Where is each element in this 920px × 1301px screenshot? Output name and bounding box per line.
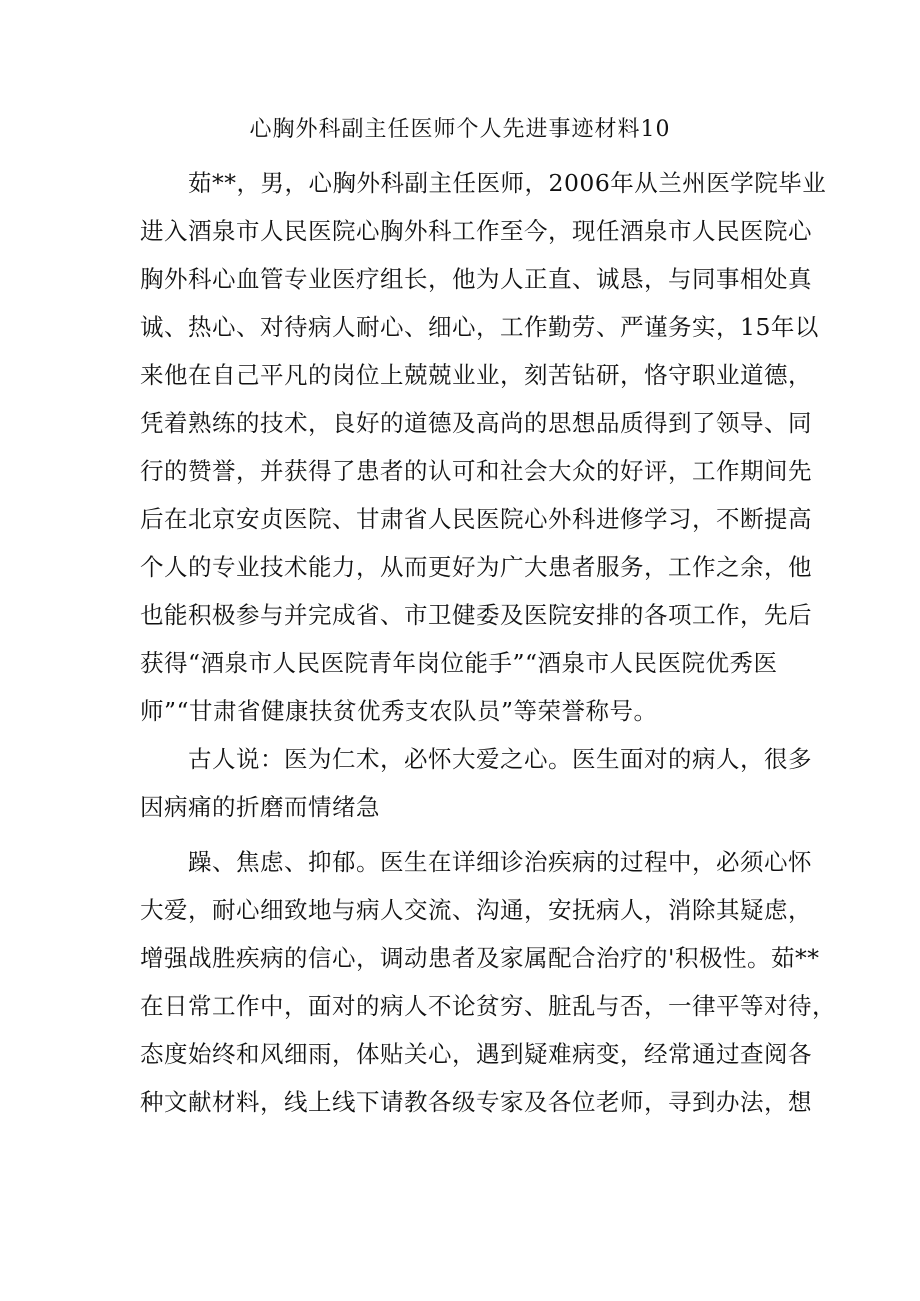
paragraph-line: 古人说：医为仁术，必怀大爱之心。医生面对的病人，很多	[188, 745, 812, 773]
paragraph-line: 来他在自己平凡的岗位上兢兢业业，刻苦钻研，恪守职业道德，	[140, 361, 812, 389]
paragraph-line: 大爱，耐心细致地与病人交流、沟通，安抚病人，消除其疑虑，	[140, 896, 812, 924]
document-title: 心胸外科副主任医师个人先进事迹材料10	[249, 117, 671, 142]
paragraph-line: 诚、热心、对待病人耐心、细心，工作勤劳、严谨务实，15年以	[140, 313, 819, 341]
paragraph-line: 种文献材料，线上线下请教各级专家及各位老师，寻到办法，想	[140, 1088, 812, 1116]
paragraph-line: 茹**，男，心胸外科副主任医师，2006年从兰州医学院毕业	[188, 169, 827, 197]
paragraph-line: 个人的专业技术能力，从而更好为广大患者服务，工作之余，他	[140, 553, 812, 581]
paragraph-line: 胸外科心血管专业医疗组长，他为人正直、诚恳，与同事相处真	[140, 265, 812, 293]
paragraph-line: 在日常工作中，面对的病人不论贫穷、脏乱与否，一律平等对待，	[140, 992, 836, 1020]
paragraph-line: 后在北京安贞医院、甘肃省人民医院心外科进修学习，不断提高	[140, 505, 812, 533]
paragraph-line: 行的赞誉，并获得了患者的认可和社会大众的好评，工作期间先	[140, 457, 812, 485]
paragraph-line: 凭着熟练的技术，良好的道德及高尚的思想品质得到了领导、同	[140, 409, 812, 437]
paragraph-line: 态度始终和风细雨，体贴关心，遇到疑难病变，经常通过查阅各	[140, 1040, 812, 1068]
paragraph-line: 师”“甘肃省健康扶贫优秀支农队员”等荣誉称号。	[140, 697, 658, 725]
paragraph-line: 也能积极参与并完成省、市卫健委及医院安排的各项工作，先后	[140, 601, 812, 629]
paragraph-line: 因病痛的折磨而情绪急	[140, 793, 380, 821]
paragraph-line: 增强战胜疾病的信心，调动患者及家属配合治疗的'积极性。茹**	[140, 944, 820, 972]
paragraph-line: 进入酒泉市人民医院心胸外科工作至今，现任酒泉市人民医院心	[140, 217, 812, 245]
paragraph-line: 获得“酒泉市人民医院青年岗位能手”“酒泉市人民医院优秀医	[140, 649, 778, 677]
paragraph-line: 躁、焦虑、抑郁。医生在详细诊治疾病的过程中，必须心怀	[188, 848, 812, 876]
